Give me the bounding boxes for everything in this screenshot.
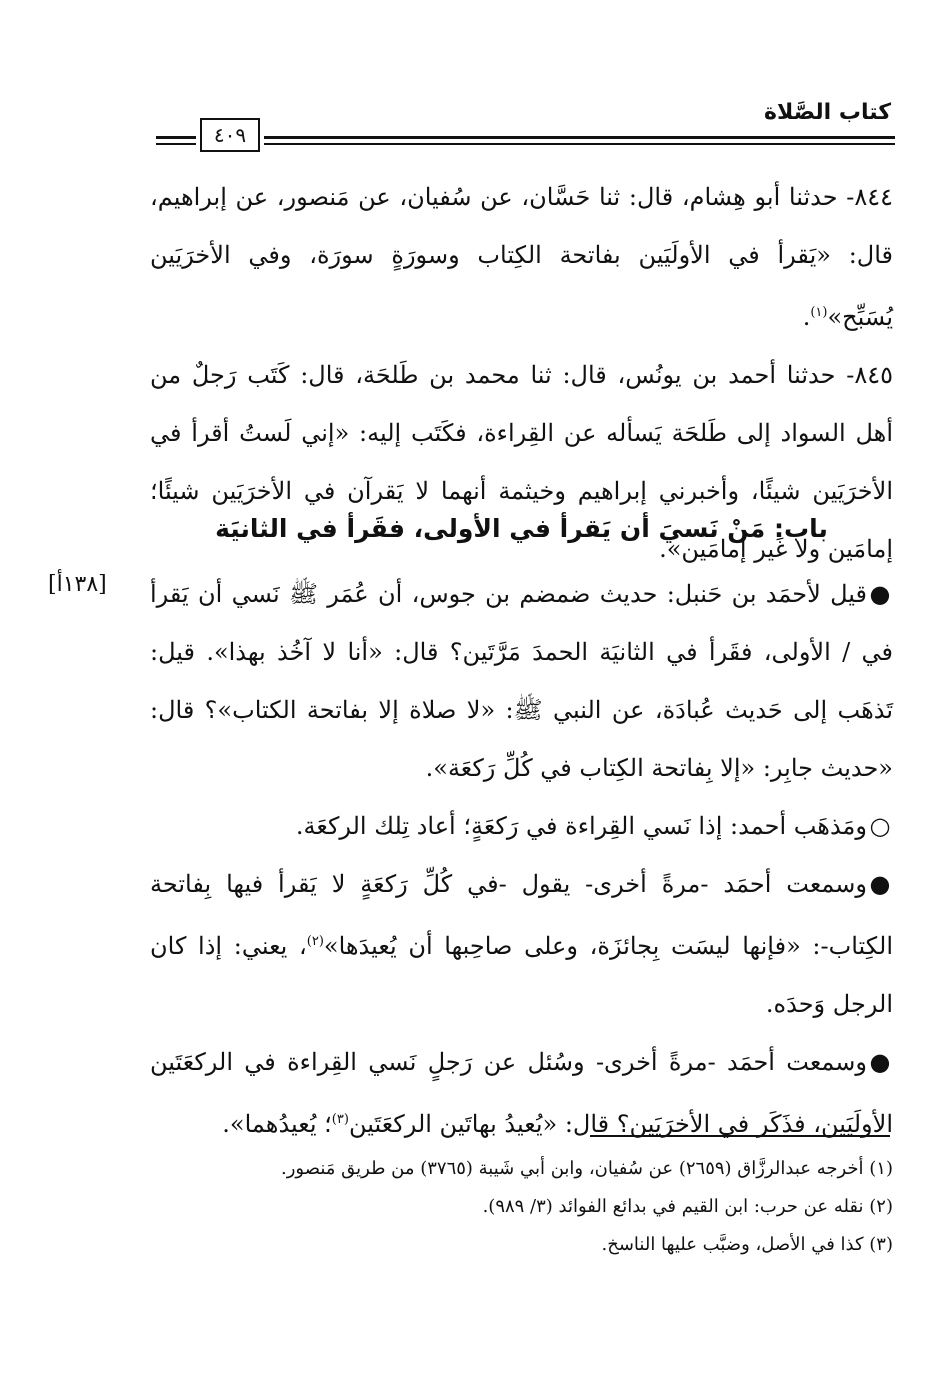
bullet-dot-icon: ● xyxy=(869,870,891,898)
footnote-1: (١) أخرجه عبدالرزَّاق (٢٦٥٩) عن سُفيان، وابن أبي شَيبة (٣٧٦٥) من طريق مَنصور. xyxy=(281,1158,893,1179)
bullet-item xyxy=(150,565,893,797)
bullet-text: وسمعت أحمَد -مرةً أخرى- يقول -في كُلِّ رَكعَةٍ لا يَقرأ فيها بِفاتحة الكِتاب-: «فإنها ليسَت بِجائزَة، وعلى صاحِبها أن يُعيدَها» xyxy=(150,870,894,960)
paragraph-844-text: ٨٤٤- حدثنا أبو هِشام، قال: ثنا حَسَّان، عن سُفيان، عن مَنصور، عن إبراهيم، قال: «يَقرأ في الأولَيَين بفاتحة الكِتاب وسورَةٍ سورَة، وفي الأخرَيَين يُسَبِّح» xyxy=(150,183,893,331)
bullet-circle-icon: ○ xyxy=(869,812,891,840)
paragraph-845: ٨٤٥- حدثنا أحمد بن يونُس، قال: ثنا محمد بن طَلحَة، قال: كَتَب رَجلٌ من أهل السواد إلى طَلحَة يَسأله عن القِراءة، فكَتَب إليه: «إني لَستُ أقرأ في الأخرَيَين شيئًا، وأخبرني إبراهيم وخيثمة أنهما لا يَقرآن في الأخرَيَين شيئًا؛ إمامَين ولا غَير إمامَين». xyxy=(150,361,893,563)
bullet-dot-icon: ● xyxy=(869,1048,891,1076)
chapter-title: باب: مَنْ نَسيَ أن يَقرأ في الأولى، فقَرأ في الثانيَة xyxy=(215,514,828,543)
running-header-title: كتاب الصَّلاة xyxy=(764,100,891,125)
body-text-bullets xyxy=(150,565,893,1153)
header-rule-short xyxy=(156,136,196,145)
footnotes xyxy=(150,1150,893,1264)
bullet-item xyxy=(150,855,893,1033)
footnote-ref-2: (٢) xyxy=(306,934,324,949)
bullet-text: ومَذهَب أحمد: إذا نَسي القِراءة في رَكعَةٍ؛ أعاد تِلك الركعَة. xyxy=(295,812,867,840)
bullet-text: قيل لأحمَد بن حَنبل: حديث ضمضم بن جوس، أن عُمَر ﷺ نَسي أن يَقرأ في / الأولى، فقَرأ في الثانيَة الحمدَ مَرَّتَين؟ قال: «أنا لا آخُذ بهذا». قيل: تَذهَب إلى حَديث عُبادَة، عن النبي ﷺ: «لا صلاة إلا بفاتحة الكتاب»؟ قال: «حديث جابِر: «إلا بِفاتحة الكِتاب في كُلِّ رَكعَة». xyxy=(150,580,893,782)
header-rule xyxy=(264,136,895,145)
footnote-3: (٣) كذا في الأصل، وضبَّب عليها الناسخ. xyxy=(601,1234,893,1255)
page-number: ٤٠٩ xyxy=(200,118,260,152)
footnote-ref-3: (٣) xyxy=(331,1112,349,1127)
paragraph-844 xyxy=(150,168,893,346)
bullet-dot-icon: ● xyxy=(869,580,891,608)
bullet-text: وسمعت أحمَد -مرةً أخرى- وسُئل عن رَجلٍ نَسي القِراءة في الركعَتَين الأولَيَين، فذَكَر في الأخرَيَين؟ قال: «يُعيدُ بهاتَين الركعَتَين xyxy=(150,1048,893,1138)
paragraph-844-end: . xyxy=(802,303,811,331)
footnote-ref-1: (١) xyxy=(810,305,828,320)
footnote-2: (٢) نقله عن حرب: ابن القيم في بدائع الفوائد (٣/ ٩٨٩). xyxy=(482,1196,893,1217)
footnote-separator xyxy=(590,1135,890,1137)
bullet-text-tail: ، يعني: إذا كان الرجل وَحدَه. xyxy=(150,932,893,1018)
bullet-item xyxy=(150,797,893,855)
bullet-text-tail: ؛ يُعيدُهما». xyxy=(222,1110,332,1138)
margin-folio-note: [١٣٨أ] xyxy=(48,572,107,597)
